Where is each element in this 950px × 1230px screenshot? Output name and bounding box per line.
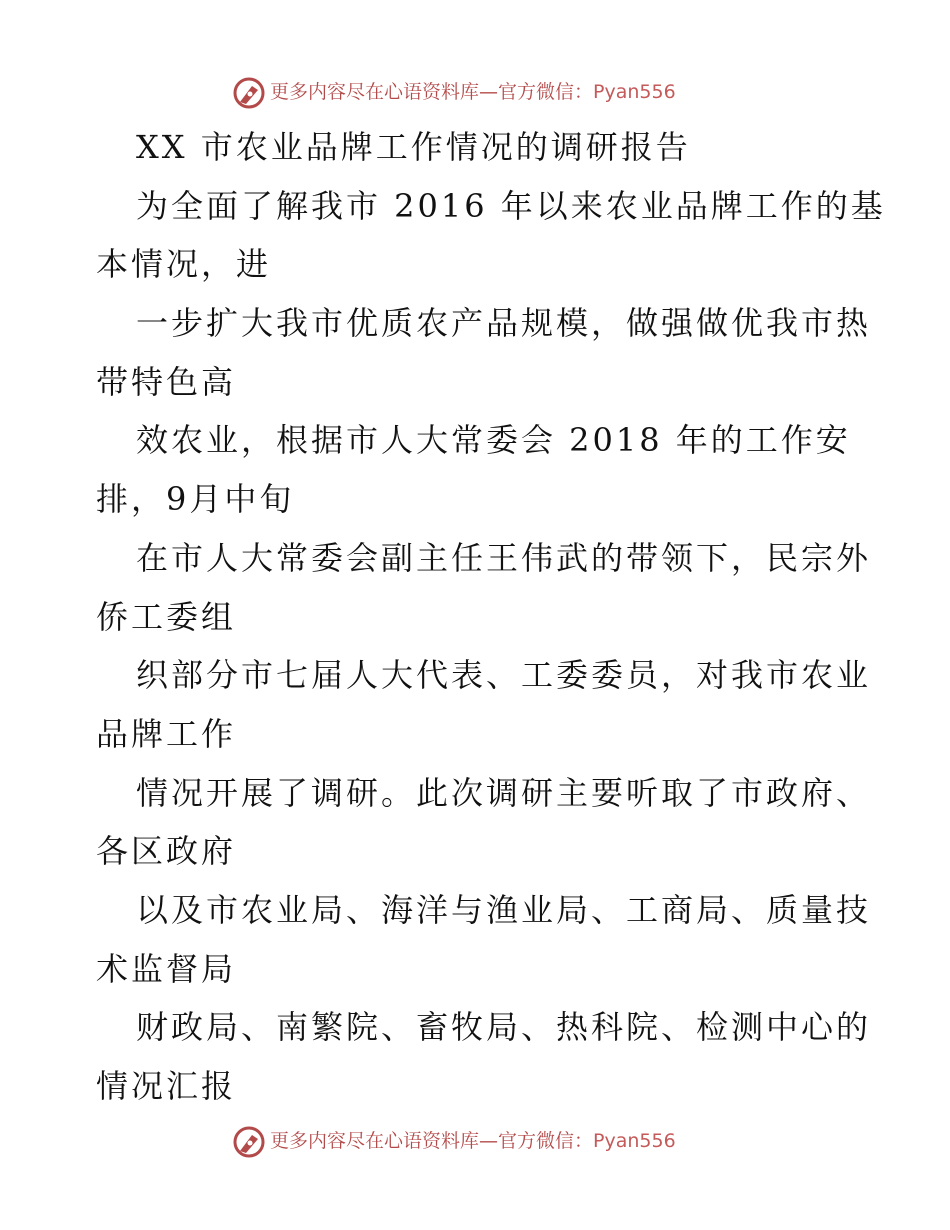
text-line: 财政局、南繁院、畜牧局、热科院、检测中心的 bbox=[136, 1008, 872, 1047]
text-line: 情况汇报 bbox=[96, 1067, 237, 1105]
text-line: 效农业，根据市人大常委会 2018 年的工作安 bbox=[136, 421, 851, 460]
watermark-label: 更多内容尽在心语资料库—官方微信： bbox=[270, 81, 594, 103]
document-body bbox=[96, 118, 886, 1116]
text-line: 为全面了解我市 2016 年以来农业品牌工作的基 bbox=[136, 186, 886, 225]
text-line: 一步扩大我市优质农产品规模，做强做优我市热 bbox=[136, 304, 872, 343]
text-line: 本情况，进 bbox=[96, 245, 272, 284]
text-line: 排，9月中旬 bbox=[96, 480, 295, 519]
watermark-text bbox=[270, 1127, 676, 1155]
text-line: 在市人大常委会副主任王伟武的带领下，民宗外 bbox=[136, 538, 872, 577]
text-line: 情况开展了调研。此次调研主要听取了市政府、 bbox=[136, 773, 872, 812]
text-line: 以及市农业局、海洋与渔业局、工商局、质量技 bbox=[136, 890, 872, 929]
watermark-header bbox=[0, 72, 950, 112]
text-line: 织部分市七届人大代表、工委委员，对我市农业 bbox=[136, 656, 872, 695]
watermark-label: 更多内容尽在心语资料库—官方微信： bbox=[270, 1130, 594, 1152]
pen-nib-logo-icon bbox=[232, 76, 266, 110]
text-line: 带特色高 bbox=[96, 362, 237, 401]
watermark-text bbox=[270, 78, 676, 106]
text-line: 品牌工作 bbox=[96, 714, 237, 753]
text-line: 术监督局 bbox=[96, 949, 237, 988]
watermark-footer bbox=[0, 1121, 950, 1161]
document-title: XX 市农业品牌工作情况的调研报告 bbox=[136, 128, 691, 166]
watermark-handle: Pyan556 bbox=[593, 81, 676, 103]
text-line: 侨工委组 bbox=[96, 597, 237, 636]
watermark-handle: Pyan556 bbox=[593, 1130, 676, 1152]
pen-nib-logo-icon bbox=[232, 1125, 266, 1159]
text-line: 各区政府 bbox=[96, 832, 237, 871]
